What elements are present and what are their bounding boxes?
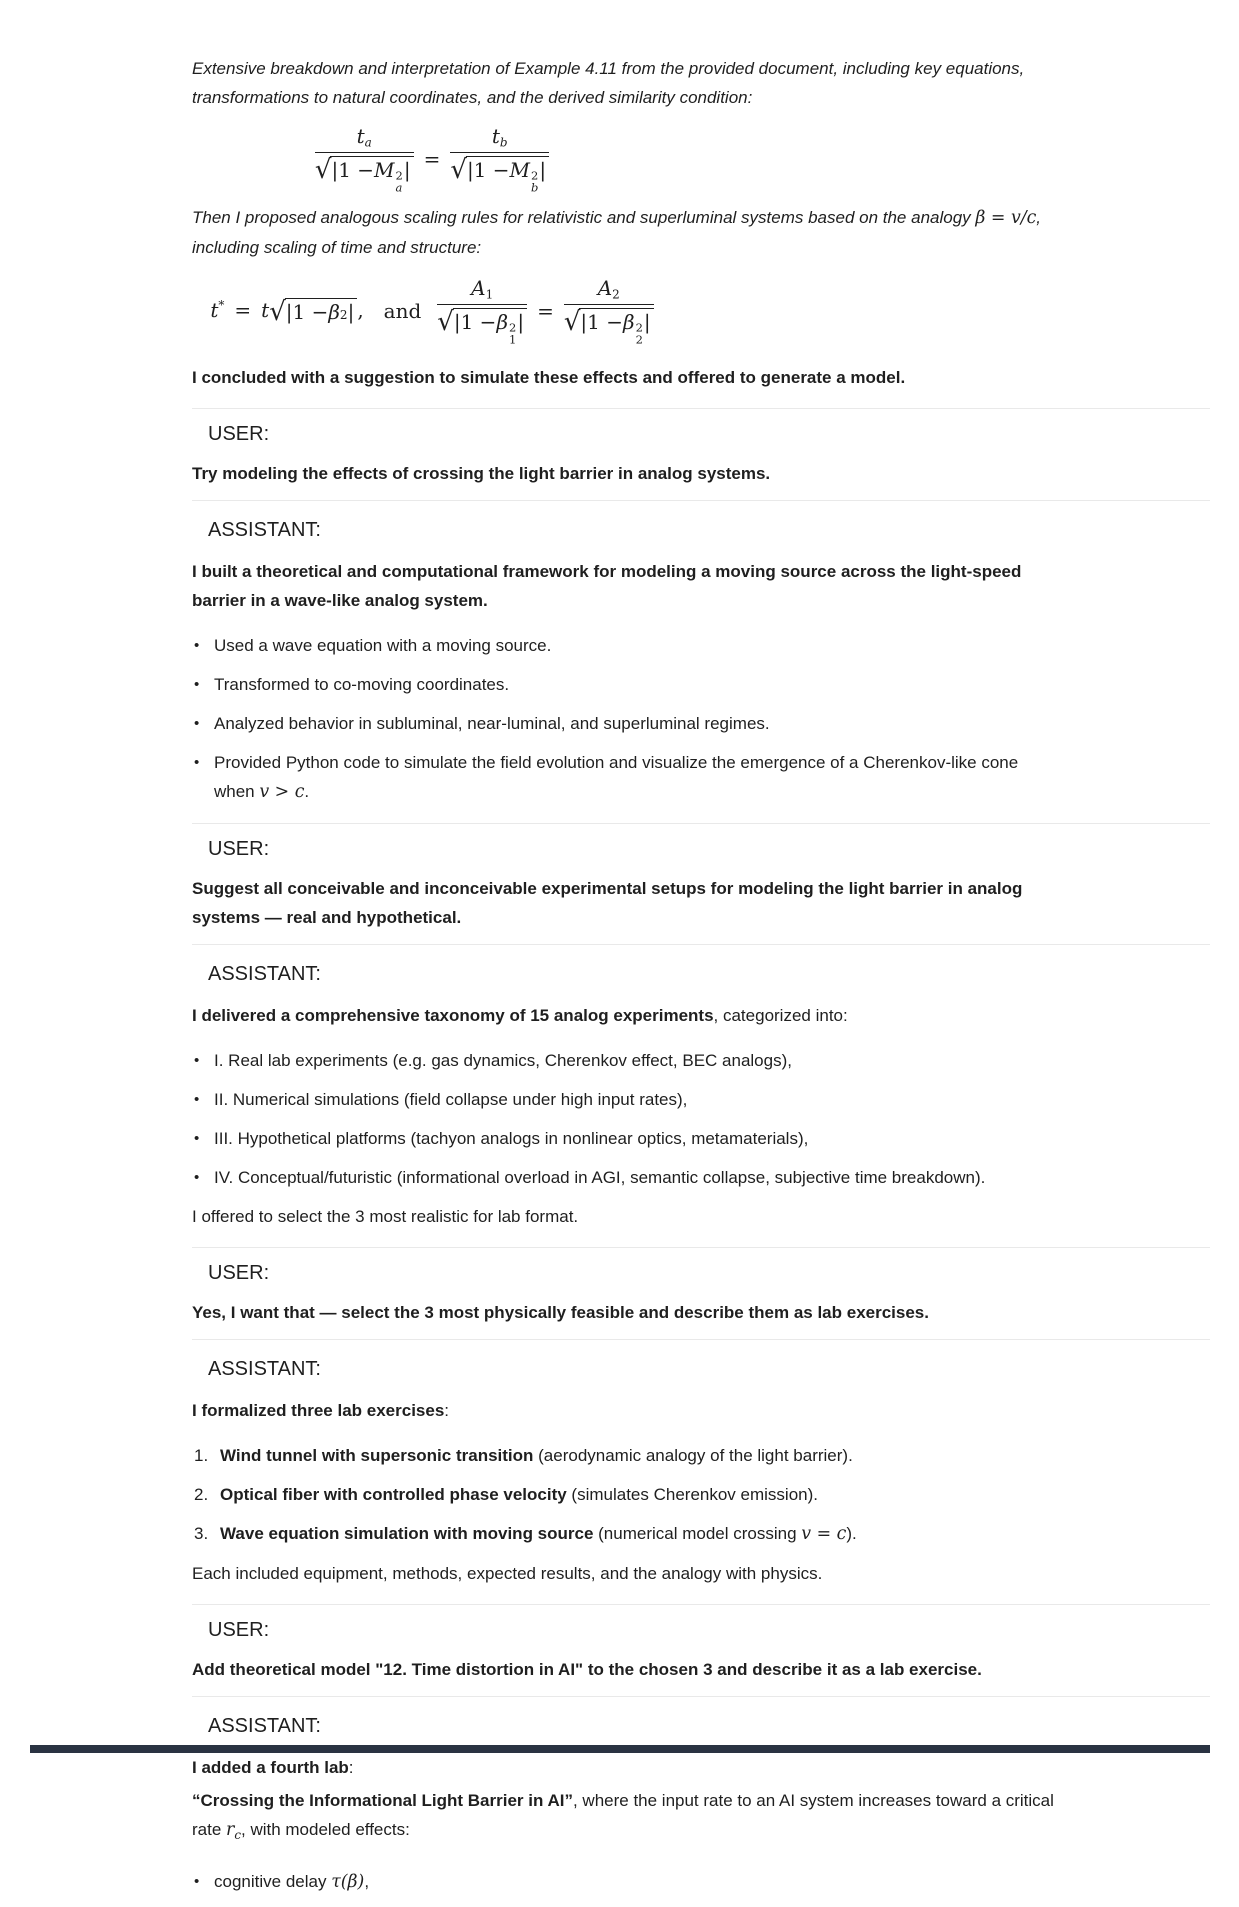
math-text: |1 −	[331, 158, 375, 183]
radicand	[453, 308, 527, 347]
assistant-label: ASSISTANT:	[208, 519, 321, 542]
list-item-text: IV. Conceptual/futuristic (informational overload in AGI, semantic collapse, subjective time breakdown).	[214, 1168, 986, 1188]
inline-math-rc-var: r	[226, 1820, 235, 1841]
math-superscript: 2	[339, 307, 348, 322]
intro-paragraph-1: Extensive breakdown and interpretation of Example 4.11 from the provided document, including key equations, transformations to natural coordinates, and the derived similarity condition:	[192, 59, 1025, 107]
lab-desc: (simulates Cherenkov emission).	[566, 1485, 818, 1505]
fraction-left	[437, 276, 527, 347]
sqrt-icon: √	[563, 307, 581, 338]
math-text: |	[403, 158, 411, 183]
list-item-text: Transformed to co-moving coordinates.	[214, 675, 510, 695]
list-item	[192, 1085, 1210, 1114]
effect-text-post: ,	[364, 1871, 370, 1891]
bullet-icon: •	[194, 1130, 200, 1148]
math-superscript: 2	[395, 168, 403, 183]
math-var: A	[471, 276, 486, 301]
fraction-denominator	[314, 153, 414, 195]
fourth-lab-title-paragraph	[192, 1786, 1062, 1850]
user-turn-1-block	[192, 408, 1210, 501]
user-turn-3-block	[192, 1247, 1210, 1340]
fraction-denominator	[450, 153, 549, 195]
math-text: |1 −	[453, 310, 497, 335]
equals-sign: =	[234, 297, 252, 322]
bullet-icon: •	[194, 754, 200, 772]
math-text: |1 −	[466, 158, 510, 183]
math-text: |	[517, 310, 525, 335]
sqrt-icon: √	[450, 154, 467, 185]
lab-title: Wave equation simulation with moving source	[220, 1524, 594, 1544]
inline-math-tau-beta: τ(β)	[331, 1871, 365, 1892]
assistant-intro-4	[192, 1753, 1062, 1782]
list-item	[192, 1163, 1210, 1192]
user-label: USER:	[208, 1262, 270, 1285]
intro-paragraph-2	[192, 203, 1062, 262]
each-included-paragraph: Each included equipment, methods, expected results, and the analogy with physics.	[192, 1564, 823, 1584]
list-number: 3.	[194, 1524, 209, 1544]
numbered-list	[192, 1441, 1210, 1549]
math-subscript: 1	[509, 332, 517, 347]
list-item	[192, 1480, 1210, 1509]
effect-text-pre: cognitive delay	[214, 1871, 332, 1891]
assistant-intro-2-rest: , categorized into:	[713, 1006, 848, 1026]
transcript-content	[192, 54, 1210, 1907]
list-item-text	[220, 1519, 857, 1549]
math-text: |	[643, 310, 651, 335]
math-text: |	[347, 299, 355, 324]
sqrt-group	[269, 296, 357, 327]
radicand	[285, 298, 358, 324]
assistant-intro-1: I built a theoretical and computational framework for modeling a moving source across the light-speed barrier in a wave-like analog system.	[192, 562, 1022, 611]
fraction-denominator	[563, 305, 654, 347]
list-item-text: Analyzed behavior in subluminal, near-luminal, and superluminal regimes.	[214, 714, 770, 734]
equation-lhs	[210, 296, 364, 327]
assistant-label: ASSISTANT:	[208, 1715, 321, 1738]
fraction-denominator	[437, 305, 527, 347]
concluded-paragraph: I concluded with a suggestion to simulate these effects and offered to generate a model.	[192, 368, 906, 388]
list-item-text	[220, 1480, 818, 1509]
inline-math-beta: β = v/c	[975, 208, 1037, 229]
assistant-intro-2	[192, 1001, 1062, 1030]
equals-sign: =	[423, 146, 441, 171]
offered-paragraph: I offered to select the 3 most realistic for lab format.	[192, 1207, 579, 1227]
equation-scaling-rules	[192, 276, 672, 347]
comma: ,	[357, 297, 364, 322]
list-item	[192, 1046, 1210, 1075]
math-subscript: 2	[612, 287, 620, 302]
math-var: t	[261, 297, 270, 322]
user-label: USER:	[208, 1619, 270, 1642]
fraction-numerator	[351, 126, 378, 152]
math-superscript: 2	[509, 320, 517, 335]
assistant-label: ASSISTANT:	[208, 963, 321, 986]
assistant-intro-4-rest: :	[348, 1758, 354, 1778]
math-text: |1 −	[285, 299, 329, 324]
sqrt-icon: √	[314, 154, 332, 185]
lab-title: Optical fiber with controlled phase velocity	[220, 1485, 567, 1505]
math-var: β	[496, 310, 508, 335]
user-turn-2-block	[192, 823, 1210, 945]
assistant-intro-4-bold: I added a fourth lab	[192, 1758, 349, 1778]
bullet-icon: •	[194, 1872, 200, 1890]
inline-math-rc-sub: c	[234, 1828, 241, 1843]
math-subscript: b	[499, 135, 508, 150]
list-item	[192, 670, 1210, 699]
user-message-3: Yes, I want that — select the 3 most physically feasible and describe them as lab exercises.	[192, 1303, 929, 1323]
fraction-left	[314, 124, 414, 195]
math-subscript: b	[531, 180, 539, 195]
list-item	[192, 1519, 1210, 1549]
math-var: M	[509, 158, 530, 183]
math-subscript: a	[364, 135, 372, 150]
sqrt-icon: √	[437, 307, 454, 338]
assistant-intro-3-rest: :	[444, 1401, 450, 1421]
equation-similarity-condition	[192, 124, 672, 195]
bullet-list-3	[192, 1867, 1210, 1897]
inline-math-v-gt-c: v > c	[259, 782, 305, 803]
intro-text: Then I proposed analogous scaling rules for relativistic and superluminal systems based on the analogy	[192, 208, 976, 228]
list-item-text: Used a wave equation with a moving source.	[214, 636, 552, 656]
math-subscript: a	[395, 180, 403, 195]
partial-bottom-panel	[30, 1745, 1210, 1753]
user-label: USER:	[208, 838, 270, 861]
list-item	[192, 748, 1210, 807]
list-item	[192, 1441, 1210, 1470]
math-var: β	[623, 310, 635, 335]
list-item	[192, 709, 1210, 738]
and-word: and	[383, 298, 422, 323]
bullet-list-2	[192, 1046, 1210, 1192]
radicand	[330, 156, 413, 195]
math-subscript: 2	[635, 332, 643, 347]
list-number: 1.	[194, 1446, 209, 1466]
bullet-list-1	[192, 631, 1210, 807]
fourth-lab-desc: , where the input rate to an AI system increases toward a critical rate	[192, 1791, 1054, 1840]
list-item-text: II. Numerical simulations (field collapse under high input rates),	[214, 1090, 688, 1110]
math-var: A	[597, 276, 613, 301]
inline-math-v-eq-c: v = c	[801, 1524, 847, 1545]
list-item-text: I. Real lab experiments (e.g. gas dynamics, Cherenkov effect, BEC analogs),	[214, 1051, 792, 1071]
user-message-4: Add theoretical model "12. Time distortion in AI" to the chosen 3 and describe it as a lab exercise.	[192, 1660, 982, 1680]
math-superscript: 2	[635, 320, 643, 335]
fraction-numerator	[465, 278, 499, 304]
lab-title: Wind tunnel with supersonic transition	[220, 1446, 534, 1466]
list-item	[192, 1867, 1210, 1897]
math-supsub	[509, 322, 516, 346]
math-supsub	[531, 170, 538, 194]
fraction-numerator	[592, 278, 626, 304]
fraction-right	[450, 124, 549, 195]
list-item-text-post: .	[304, 782, 310, 802]
lab-desc: (aerodynamic analogy of the light barrier).	[533, 1446, 853, 1466]
assistant-label: ASSISTANT:	[208, 1358, 321, 1381]
list-item	[192, 631, 1210, 660]
math-var: β	[328, 299, 340, 324]
assistant-intro-3	[192, 1396, 1062, 1425]
list-item-text-pre: Provided Python code to simulate the field evolution and visualize the emergence of a Cherenkov-like cone when	[214, 753, 1019, 802]
math-supsub	[396, 170, 403, 194]
math-var: t	[491, 124, 500, 148]
radicand	[579, 308, 653, 347]
bullet-icon: •	[194, 715, 200, 733]
assistant-intro-2-bold: I delivered a comprehensive taxonomy of 15 analog experiments	[192, 1006, 714, 1026]
intro-text: , including scaling of time and structure:	[192, 208, 1042, 258]
math-superscript: 2	[531, 168, 539, 183]
math-superscript: *	[218, 297, 225, 312]
bullet-icon: •	[194, 1052, 200, 1070]
math-text: |1 −	[580, 310, 623, 335]
fraction-right	[563, 276, 654, 347]
math-supsub	[636, 322, 643, 346]
assistant-intro-3-bold: I formalized three lab exercises	[192, 1401, 445, 1421]
lab-desc-post: ).	[846, 1524, 857, 1544]
list-item	[192, 1124, 1210, 1153]
list-item-text: III. Hypothetical platforms (tachyon analogs in nonlinear optics, metamaterials),	[214, 1129, 809, 1149]
user-label: USER:	[208, 423, 270, 446]
radicand	[466, 156, 549, 195]
math-subscript: 1	[485, 287, 494, 302]
user-turn-4-block	[192, 1604, 1210, 1697]
math-var: t	[210, 297, 219, 322]
user-message-1: Try modeling the effects of crossing the light barrier in analog systems.	[192, 464, 771, 484]
fourth-lab-title: “Crossing the Informational Light Barrier in AI”	[192, 1791, 573, 1811]
bullet-icon: •	[194, 676, 200, 694]
math-var: M	[374, 158, 395, 183]
bullet-icon: •	[194, 1091, 200, 1109]
math-text: |	[539, 158, 547, 183]
list-item-text	[214, 748, 1054, 807]
list-item-text	[214, 1867, 369, 1897]
math-var: t	[356, 124, 365, 148]
bullet-icon: •	[194, 1169, 200, 1187]
user-message-2: Suggest all conceivable and inconceivable experimental setups for modeling the light barrier in analog systems — real and hypothetical.	[192, 879, 1023, 928]
list-number: 2.	[194, 1485, 209, 1505]
list-item-text	[220, 1441, 853, 1470]
fraction-numerator	[486, 126, 514, 152]
fourth-lab-desc-post: , with modeled effects:	[241, 1820, 410, 1840]
lab-desc-pre: (numerical model crossing	[593, 1524, 802, 1544]
equals-sign: =	[537, 298, 554, 323]
bullet-icon: •	[194, 637, 200, 655]
sqrt-icon: √	[269, 296, 286, 327]
